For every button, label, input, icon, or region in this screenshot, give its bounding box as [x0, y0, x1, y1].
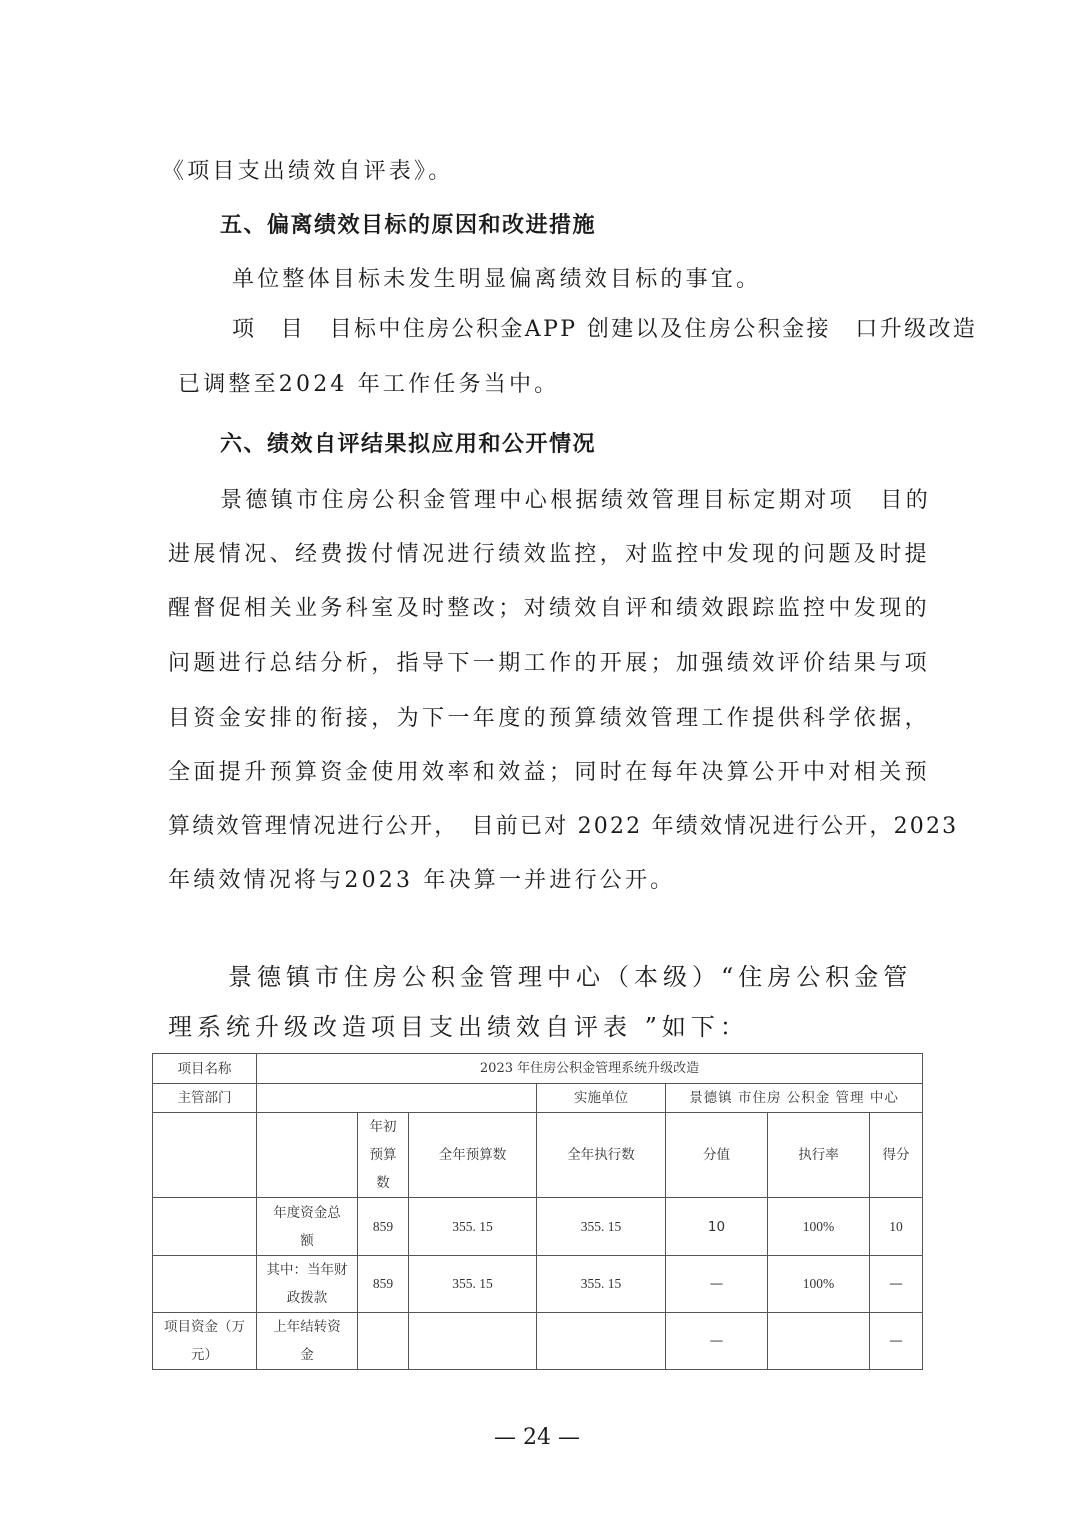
paragraph-line: 《项目支出绩效自评表》。 — [162, 159, 454, 184]
annual-execution-value: 355. 15 — [537, 1198, 666, 1256]
paragraph-line: 单位整体目标未发生明显偏离绩效目标的事宜。 — [232, 267, 762, 292]
header-blank — [257, 1113, 358, 1198]
initial-budget-value — [358, 1313, 409, 1370]
initial-budget-value: 859 — [358, 1256, 409, 1313]
score-value-value: 10 — [666, 1198, 768, 1256]
paragraph-line: 算绩效管理情况进行公开， 目前已对 2022 年绩效情况进行公开，2023 — [168, 814, 959, 839]
annual-budget-value: 355. 15 — [409, 1198, 537, 1256]
page-number: — 24 — — [494, 1425, 580, 1450]
annual-execution-value — [537, 1313, 666, 1370]
department-label: 主管部门 — [153, 1084, 257, 1113]
table-row — [153, 1256, 923, 1313]
execution-rate-value — [768, 1313, 870, 1370]
table-caption-line: 景德镇市住房公积金管理中心（本级）“住房公积金管 — [228, 963, 913, 991]
department-value — [257, 1084, 537, 1113]
section-heading-6: 六、绩效自评结果拟应用和公开情况 — [220, 432, 597, 457]
paragraph-line: 目资金安排的衔接，为下一年度的预算绩效管理工作提供科学依据， — [168, 706, 931, 731]
score-value-value: — — [666, 1313, 768, 1370]
project-name-value: 2023 年住房公积金管理系统升级改造 — [257, 1054, 923, 1084]
fund-group-cell — [153, 1256, 257, 1313]
annual-budget-value — [409, 1313, 537, 1370]
fund-item-name-line: 金 — [300, 1347, 314, 1363]
header-annual-execution: 全年执行数 — [537, 1113, 666, 1198]
table-row-project-name — [153, 1054, 923, 1084]
header-initial-budget — [358, 1113, 409, 1198]
table-caption-line: 理系统升级改造项目支出绩效自评表 ”如下： — [168, 1013, 749, 1041]
fund-item-name — [257, 1313, 358, 1370]
implementing-unit-value: 景德镇 市住房 公积金 管理 中心 — [666, 1084, 923, 1113]
paragraph-line: 景德镇市住房公积金管理中心根据绩效管理目标定期对项 目的 — [220, 488, 932, 513]
paragraph-line: 已调整至2024 年工作任务当中。 — [178, 372, 560, 397]
table-row — [153, 1313, 923, 1370]
fund-item-name-line: 额 — [300, 1232, 314, 1249]
header-annual-budget: 全年预算数 — [409, 1113, 537, 1198]
header-initial-budget-line: 数 — [376, 1175, 390, 1191]
score-result-value: — — [870, 1313, 923, 1370]
execution-rate-value: 100% — [768, 1198, 870, 1256]
score-result-value: — — [870, 1256, 923, 1313]
score-value-value: — — [666, 1256, 768, 1313]
table-header-row — [153, 1113, 923, 1198]
implementing-unit-label: 实施单位 — [537, 1084, 666, 1113]
header-blank — [153, 1113, 257, 1198]
paragraph-line: 醒督促相关业务科室及时整改；对绩效自评和绩效跟踪监控中发现的 — [168, 596, 931, 621]
fund-group-label-line: 元） — [191, 1347, 218, 1363]
header-initial-budget-line: 预算 — [369, 1147, 397, 1163]
execution-rate-value: 100% — [768, 1256, 870, 1313]
fund-group-label-line: 项目资金（万 — [164, 1319, 245, 1335]
initial-budget-value: 859 — [358, 1198, 409, 1256]
paragraph-line: 年绩效情况将与2023 年决算一并进行公开。 — [168, 868, 676, 893]
header-score-value: 分值 — [666, 1113, 768, 1198]
table-row-department — [153, 1084, 923, 1113]
fund-item-name — [257, 1198, 358, 1256]
fund-item-name-line: 其中：当年财 — [266, 1262, 348, 1278]
paragraph-line: 进展情况、经费拨付情况进行绩效监控，对监控中发现的问题及时提 — [168, 542, 931, 567]
score-result-value: 10 — [870, 1198, 923, 1256]
fund-group-cell — [153, 1198, 257, 1256]
section-heading-5: 五、偏离绩效目标的原因和改进措施 — [220, 213, 597, 238]
fund-item-name-line: 上年结转资 — [273, 1319, 341, 1335]
table-row — [153, 1198, 923, 1256]
paragraph-line: 问题进行总结分析，指导下一期工作的开展；加强绩效评价结果与项 — [168, 651, 931, 676]
header-initial-budget-line: 年初 — [369, 1119, 397, 1135]
paragraph-line: 全面提升预算资金使用效率和效益；同时在每年决算公开中对相关预 — [168, 760, 931, 785]
fund-item-name-line: 年度资金总 — [273, 1204, 341, 1221]
performance-evaluation-table — [152, 1053, 923, 1370]
annual-execution-value: 355. 15 — [537, 1256, 666, 1313]
header-execution-rate: 执行率 — [768, 1113, 870, 1198]
fund-item-name — [257, 1256, 358, 1313]
annual-budget-value: 355. 15 — [409, 1256, 537, 1313]
project-name-label: 项目名称 — [153, 1054, 257, 1084]
fund-item-name-line: 政拨款 — [286, 1290, 328, 1306]
paragraph-line: 项 目 目标中住房公积金APP 创建以及住房公积金接 口升级改造 — [232, 317, 978, 342]
header-score: 得分 — [870, 1113, 923, 1198]
fund-group-label — [153, 1313, 257, 1370]
